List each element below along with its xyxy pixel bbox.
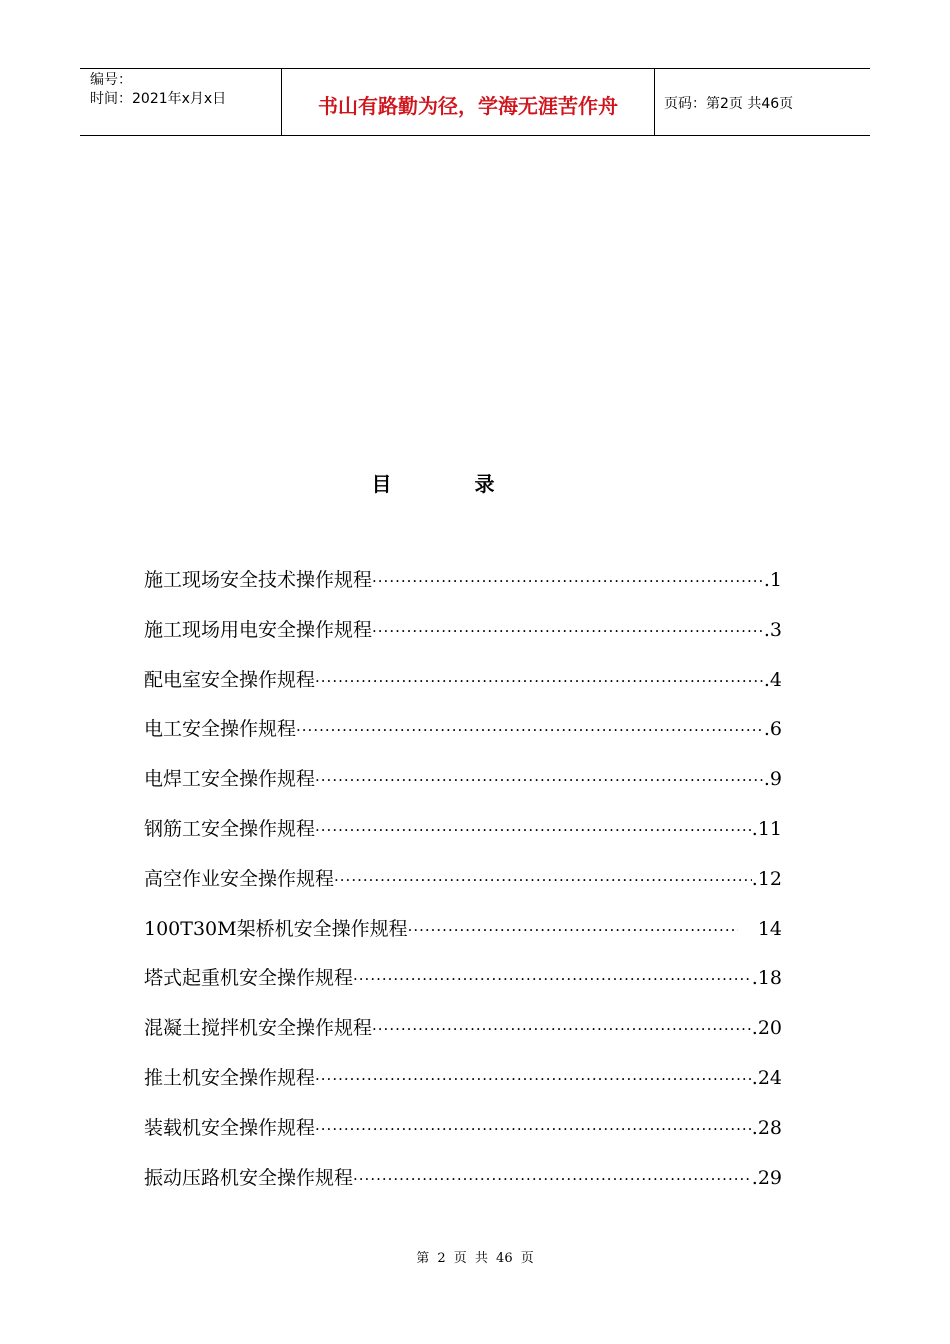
toc-entry[interactable]	[144, 864, 784, 914]
toc-leader-dots	[296, 721, 764, 739]
toc-entry-page: .20	[751, 1017, 782, 1040]
toc-entry-label: 配电室安全操作规程	[144, 668, 316, 691]
toc-entry-label: 振动压路机安全操作规程	[144, 1166, 354, 1189]
toc-entry-label: 混凝土搅拌机安全操作规程	[144, 1017, 373, 1040]
header-number-label: 编号：	[90, 72, 132, 88]
toc-leader-dots	[315, 1070, 752, 1088]
toc-entry[interactable]	[144, 814, 784, 864]
toc-entry-label: 高空作业安全操作规程	[144, 867, 335, 890]
toc-entry-page: .11	[751, 817, 782, 840]
toc-entry-label: 施工现场用电安全操作规程	[144, 618, 373, 641]
toc-leader-dots	[315, 771, 764, 789]
header-time-label: 时间：2021年x月x日	[90, 91, 227, 107]
toc-entry[interactable]	[144, 714, 784, 764]
toc-leader-dots	[372, 1020, 752, 1038]
toc-entry-label: 钢筋工安全操作规程	[144, 817, 316, 840]
toc-entry-page: .4	[763, 668, 782, 691]
toc-entry-label: 电工安全操作规程	[144, 718, 297, 741]
toc-leader-dots	[353, 1170, 752, 1188]
page-footer: 第 2 页 共 46 页	[416, 1251, 534, 1266]
toc-entry-label: 电焊工安全操作规程	[144, 768, 316, 791]
toc-entry-page: .18	[751, 967, 782, 990]
toc-entry[interactable]	[144, 665, 784, 715]
toc-entry-page: .1	[763, 569, 782, 591]
toc-entry-label: 推土机安全操作规程	[144, 1066, 316, 1089]
header-motto: 书山有路勤为径，学海无涯苦作舟	[282, 69, 655, 135]
toc-entry-page: .28	[751, 1116, 782, 1139]
toc-entry[interactable]	[144, 1063, 784, 1113]
page-header	[80, 68, 870, 136]
toc-leader-dots	[372, 622, 764, 640]
toc-entry-label: 装载机安全操作规程	[144, 1116, 316, 1139]
toc-leader-dots	[408, 921, 738, 939]
toc-entry-page: .12	[751, 867, 782, 890]
table-of-contents	[144, 565, 784, 1212]
toc-entry-page: .29	[751, 1166, 782, 1189]
toc-leader-dots	[315, 821, 752, 839]
toc-leader-dots	[372, 572, 764, 590]
toc-entry[interactable]	[144, 764, 784, 814]
toc-entry-page: .3	[763, 618, 782, 641]
toc-entry-page: 14	[757, 917, 782, 940]
toc-entry-label: 施工现场安全技术操作规程	[144, 569, 373, 591]
toc-entry-page: .6	[763, 718, 782, 741]
toc-entry[interactable]	[144, 1013, 784, 1063]
toc-entry-page: .9	[763, 768, 782, 791]
toc-entry[interactable]	[144, 1163, 784, 1213]
toc-entry-page: .24	[751, 1066, 782, 1089]
toc-leader-dots	[353, 970, 752, 988]
header-page-info: 页码：第2页 共46页	[664, 96, 794, 112]
toc-leader-dots	[315, 1120, 752, 1138]
header-meta-cell	[80, 69, 282, 135]
toc-title: 目 录	[371, 472, 533, 496]
toc-entry-label: 塔式起重机安全操作规程	[144, 967, 354, 990]
toc-entry[interactable]	[144, 914, 784, 964]
toc-entry[interactable]	[144, 963, 784, 1013]
toc-entry[interactable]	[144, 565, 784, 615]
toc-leader-dots	[315, 672, 764, 690]
toc-entry[interactable]	[144, 1113, 784, 1163]
toc-leader-dots	[334, 871, 752, 889]
toc-entry-label: 100T30M架桥机安全操作规程	[144, 917, 408, 940]
toc-entry[interactable]	[144, 615, 784, 665]
